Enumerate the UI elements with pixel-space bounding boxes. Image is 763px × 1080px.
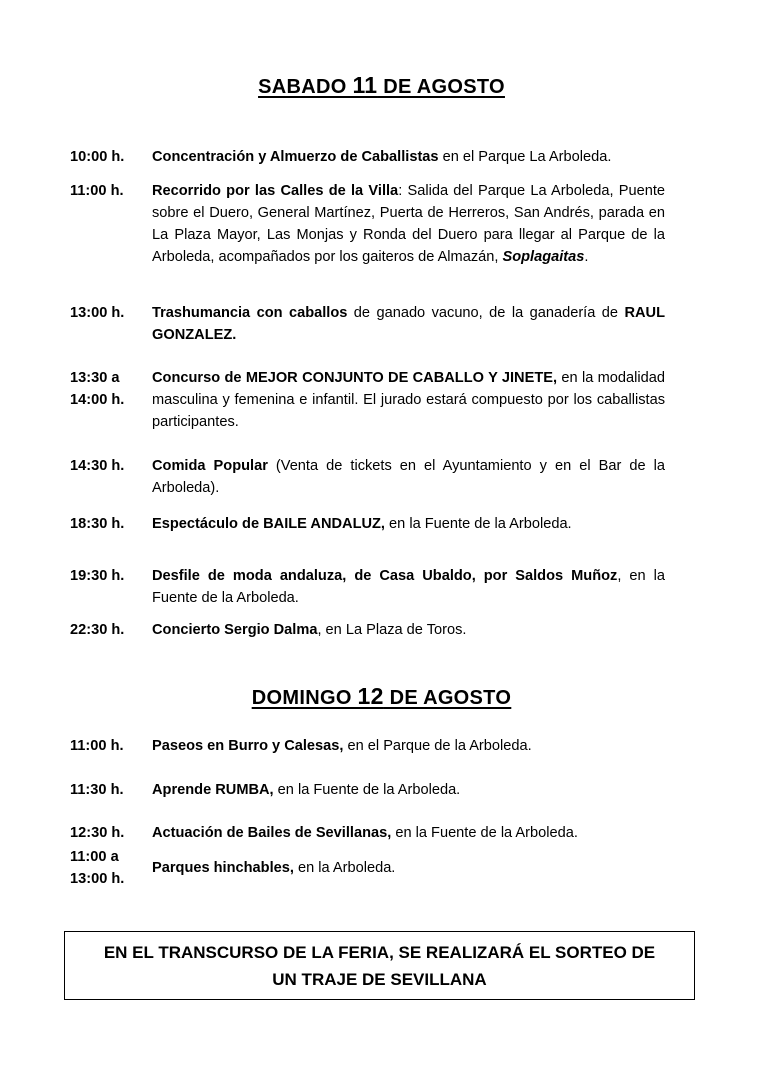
entry-highlight: Aprende RUMBA,: [152, 782, 274, 798]
entry-highlight: Recorrido por las Calles de la Villa: [152, 183, 399, 199]
entry-text: en la Fuente de la Arboleda.: [391, 825, 578, 841]
entry-highlight: Concierto Sergio Dalma: [152, 622, 318, 638]
entry-description: [152, 455, 665, 499]
entry-highlight: Comida Popular: [152, 458, 268, 474]
entry-time: 11:00 a 13:00 h.: [70, 849, 125, 887]
entry-text: en la Fuente de la Arboleda.: [273, 782, 461, 798]
entry-time: 11:00 h.: [70, 738, 124, 754]
entry-text: en la modalidad masculina y femenina e infantil. El jurado estará compuesto por los caballistas participantes.: [152, 370, 665, 430]
entry-description: [152, 857, 665, 879]
entry-text: en el Parque de la Arboleda.: [343, 738, 532, 754]
entry-time: 14:30 h.: [70, 458, 125, 474]
raffle-notice: [64, 931, 695, 1000]
saturday-title: SABADO 11 DE AGOSTO: [258, 72, 505, 98]
entry-highlight: Espectáculo de BAILE ANDALUZ,: [152, 516, 385, 532]
entry-highlight: Parques hinchables,: [152, 860, 294, 876]
entry-time: 11:00 h.: [70, 183, 124, 199]
entry-highlight: Trashumancia con caballos: [152, 305, 348, 321]
notice-line-1: EN EL TRANSCURSO DE LA FERIA, SE REALIZARÁ EL SORTEO DE: [103, 943, 656, 962]
entry-description: [152, 302, 665, 346]
entry-description: [152, 619, 665, 641]
entry-highlight: Soplagaitas: [502, 249, 585, 265]
entry-text: en la Arboleda.: [293, 860, 396, 876]
entry-text: .: [584, 249, 589, 265]
entry-time: 22:30 h.: [70, 622, 125, 638]
entry-text: (Venta de tickets en el Ayuntamiento y en el Bar de la Arboleda).: [152, 458, 665, 496]
entry-highlight: Paseos en Burro y Calesas,: [152, 738, 344, 754]
entry-text: en la Fuente de la Arboleda.: [385, 516, 572, 532]
entry-time: 19:30 h.: [70, 568, 125, 584]
entry-time: 18:30 h.: [70, 516, 125, 532]
entry-highlight: Concurso de MEJOR CONJUNTO DE CABALLO Y JINETE,: [152, 370, 558, 386]
entry-text: : Salida del Parque La Arboleda, Puente sobre el Duero, General Martínez, Puerta de Herreros, San Andrés, parada en La Plaza Mayor, Las Monjas y Ronda del Duero para llegar al Parque de la Arboleda, acompañados por los gaiteros de Almazán,: [152, 183, 665, 265]
entry-time: 11:30 h.: [70, 782, 124, 798]
entry-time: 12:30 h.: [70, 825, 125, 841]
entry-description: [152, 565, 665, 609]
entry-text: en el Parque La Arboleda.: [438, 149, 612, 165]
entry-time: 13:00 h.: [70, 305, 125, 321]
entry-highlight: Concentración y Almuerzo de Caballistas: [152, 149, 439, 165]
entry-highlight: Actuación de Bailes de Sevillanas,: [152, 825, 392, 841]
entry-text: de ganado vacuno, de la ganadería de: [347, 305, 625, 321]
entry-description: [152, 513, 665, 535]
entry-time: 10:00 h.: [70, 149, 125, 165]
entry-description: [152, 735, 665, 757]
entry-time: 13:30 a 14:00 h.: [70, 370, 125, 408]
entry-text: , en La Plaza de Toros.: [317, 622, 467, 638]
entry-text: , en la Fuente de la Arboleda.: [152, 568, 665, 606]
entry-description: [152, 146, 665, 168]
entry-description: [152, 180, 665, 268]
entry-description: [152, 822, 665, 844]
entry-description: [152, 367, 665, 433]
entry-highlight: RAUL GONZALEZ.: [152, 305, 665, 343]
entry-description: [152, 779, 665, 801]
notice-line-2: UN TRAJE DE SEVILLANA: [272, 970, 487, 989]
entry-highlight: Desfile de moda andaluza, de Casa Ubaldo, por Saldos Muñoz: [152, 568, 618, 584]
sunday-title: DOMINGO 12 DE AGOSTO: [251, 683, 512, 709]
